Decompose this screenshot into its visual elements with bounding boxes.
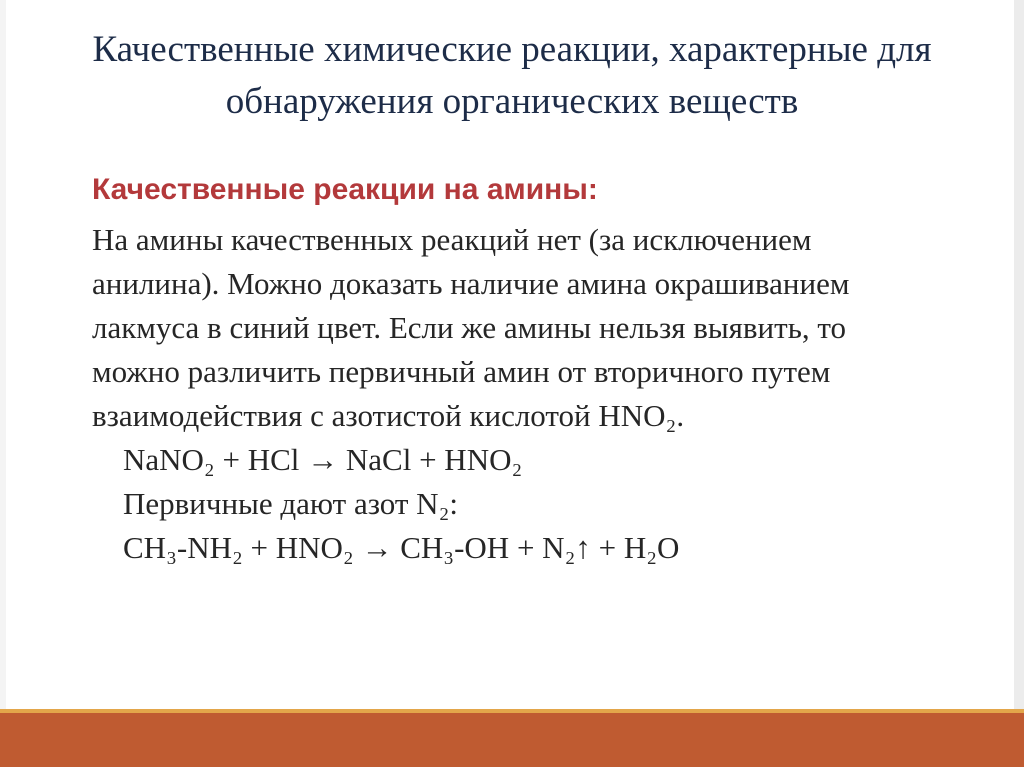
content-image <box>92 170 912 620</box>
amine-paragraph: На амины качественных реакций нет (за исключением анилина). Можно доказать наличие амина окрашиванием лакмуса в синий цвет. Если же амины нельзя выявить, то можно различить первичный амин от вторичного путем взаимодействия с азотистой кислотой HNO₂. <box>92 222 850 433</box>
equation-nitrous-acid: NaNO₂ + HCl → NaCl + HNO₂ <box>123 442 523 477</box>
footer-bar <box>0 713 1024 767</box>
slide-title: Качественные химические реакции, характерные для обнаружения органических веществ <box>92 29 932 122</box>
section-heading: Качественные реакции на амины: <box>92 173 598 206</box>
amine-text-block <box>92 218 892 570</box>
primary-amines-note: Первичные дают азот N₂: <box>123 486 458 521</box>
equation-primary-amine: CH₃-NH₂ + HNO₂ → CH₃-OH + N₂↑ + H₂O <box>123 530 680 565</box>
